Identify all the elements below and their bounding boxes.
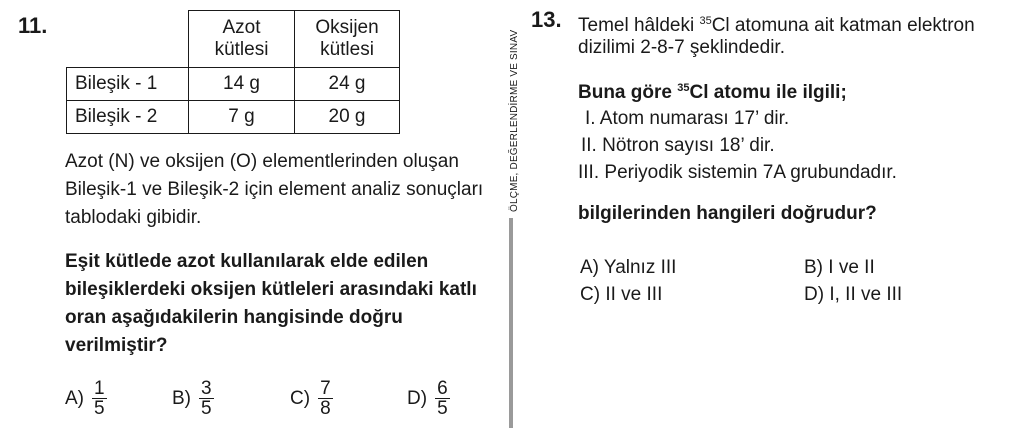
option-letter: C) xyxy=(290,387,311,409)
table-row xyxy=(67,68,400,101)
question-13-number: 13. xyxy=(531,7,562,32)
table-header-cell xyxy=(189,11,295,68)
numerator: 7 xyxy=(320,378,331,399)
statement-i: I. Atom numarası 17’ dir. xyxy=(585,108,790,129)
mass-number: 35 xyxy=(699,15,712,27)
fraction xyxy=(199,379,214,418)
header-azot: Azot kütlesi xyxy=(214,17,269,60)
stem-text: Temel hâldeki xyxy=(578,15,700,36)
fraction xyxy=(92,379,107,418)
numerator: 1 xyxy=(94,378,105,399)
table-cell: 14 g xyxy=(189,68,295,101)
question-13-stem-line2: dizilimi 2-8-7 şeklindedir. xyxy=(578,37,785,58)
lead-text: Cl atomu ile ilgili; xyxy=(689,82,847,103)
question-11-number: 11. xyxy=(18,13,48,38)
table-cell: Bileşik - 1 xyxy=(67,68,189,101)
denominator: 8 xyxy=(320,398,331,419)
option-letter: B) xyxy=(172,387,191,409)
table-header-cell xyxy=(295,11,400,68)
question-11-stem: Eşit kütlede azot kullanılarak elde edilen bileşiklerdeki oksijen kütleleri arasındaki katlı oran aşağıdakilerin hangisinde doğru verilmiştir? xyxy=(65,251,477,356)
stem-text: Cl atomuna ait katman elektron xyxy=(711,15,975,36)
lead-text: Buna göre xyxy=(578,82,678,103)
statement-ii: II. Nötron sayısı 18’ dir. xyxy=(581,135,775,156)
question-13-lead xyxy=(578,74,847,107)
option-b[interactable] xyxy=(172,379,214,418)
denominator: 5 xyxy=(94,398,105,419)
table-cell: Bileşik - 2 xyxy=(67,101,189,134)
table-cell: 7 g xyxy=(189,101,295,134)
fraction xyxy=(318,379,333,418)
denominator: 5 xyxy=(201,398,212,419)
fraction xyxy=(435,379,450,418)
header-oksijen: Oksijen kütlesi xyxy=(315,17,379,60)
element-analysis-table xyxy=(66,10,400,134)
mass-number: 35 xyxy=(677,82,690,94)
option-a[interactable] xyxy=(65,379,107,418)
question-13-closing: bilgilerinden hangileri doğrudur? xyxy=(578,203,877,224)
table-cell: 20 g xyxy=(295,101,400,134)
column-divider xyxy=(509,218,513,428)
option-c[interactable]: C) II ve III xyxy=(580,284,663,305)
side-label: ÖLÇME, DEĞERLENDİRME VE SINAV xyxy=(509,29,520,212)
table-header-cell xyxy=(67,11,189,68)
numerator: 3 xyxy=(201,378,212,399)
option-letter: A) xyxy=(65,387,84,409)
denominator: 5 xyxy=(437,398,448,419)
option-b[interactable]: B) I ve II xyxy=(804,257,875,278)
option-letter: D) xyxy=(407,387,428,409)
numerator: 6 xyxy=(437,378,448,399)
table-cell: 24 g xyxy=(295,68,400,101)
option-d[interactable]: D) I, II ve III xyxy=(804,284,903,305)
statement-iii: III. Periyodik sistemin 7A grubundadır. xyxy=(578,162,897,183)
table-row xyxy=(67,101,400,134)
question-11-intro: Azot (N) ve oksijen (O) elementlerinden oluşan Bileşik-1 ve Bileşik-2 için element analiz sonuçları tablodaki gibidir. xyxy=(65,151,484,228)
option-a[interactable]: A) Yalnız III xyxy=(580,257,677,278)
table-header-row xyxy=(67,11,400,68)
option-c[interactable] xyxy=(290,379,333,418)
option-d[interactable] xyxy=(407,379,450,418)
